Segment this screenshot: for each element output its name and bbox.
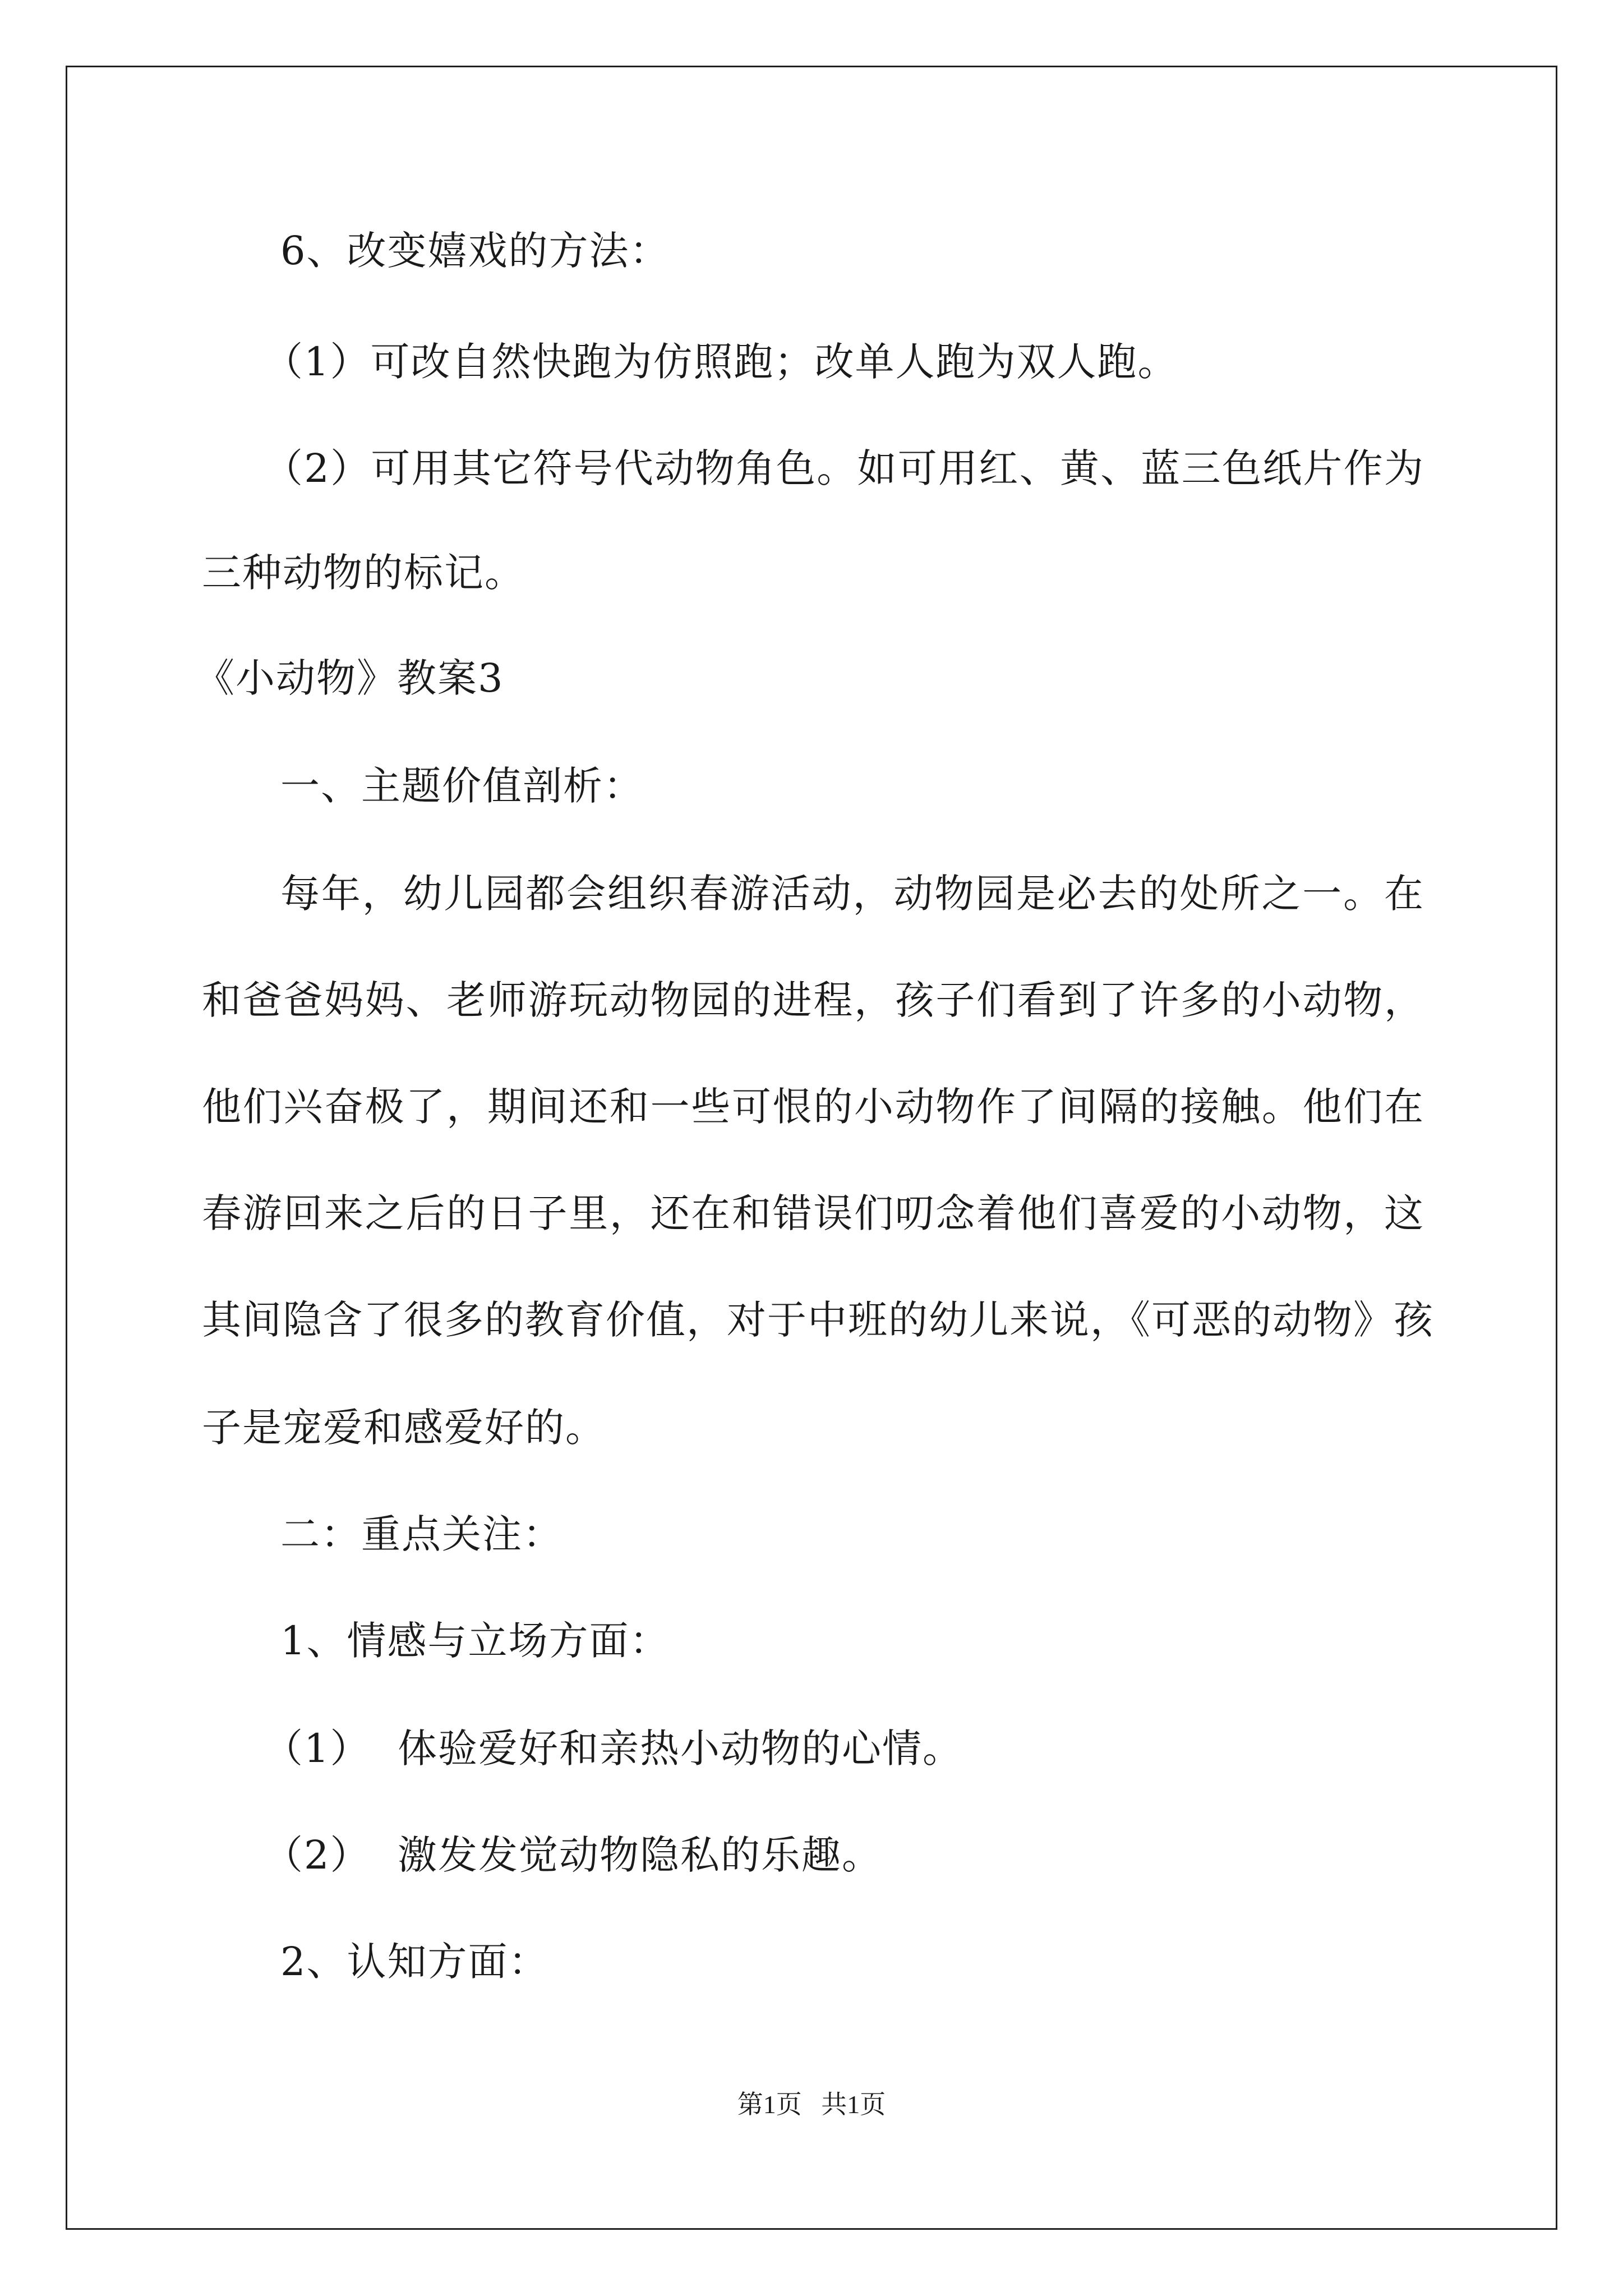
section-heading: 6、改变嬉戏的方法：: [280, 228, 670, 274]
paragraph-line: 他们兴奋极了，期间还和一些可恨的小动物作了间隔的接触。他们在: [202, 1084, 1424, 1130]
section-heading: 一、主题价值剖析：: [280, 763, 644, 809]
paragraph-line: 每年，幼儿园都会组织春游活动，动物园是必去的处所之一。在: [280, 871, 1424, 917]
section-heading: 二：重点关注：: [280, 1511, 563, 1557]
list-item: （1） 体验爱好和亲热小动物的心情。: [264, 1726, 963, 1772]
list-item: （1）可改自然快跑为仿照跑；改单人跑为双人跑。: [264, 339, 1178, 385]
subsection-heading: 1、情感与立场方面：: [280, 1618, 670, 1664]
paragraph-line: 其间隐含了很多的教育价值，对于中班的幼儿来说，《可恶的动物》孩: [202, 1297, 1434, 1343]
paragraph-line: 子是宠爱和感爱好的。: [202, 1405, 606, 1451]
page-footer: 第1页 共1页: [737, 2090, 886, 2119]
page-frame: [66, 66, 1557, 2230]
paragraph-line: 三种动物的标记。: [202, 550, 525, 596]
document-title: 《小动物》教案3: [195, 655, 504, 701]
paragraph-line: 春游回来之后的日子里，还在和错误们叨念着他们喜爱的小动物，这: [202, 1190, 1424, 1236]
paragraph-line: 和爸爸妈妈、老师游玩动物园的进程，孩子们看到了许多的小动物，: [202, 977, 1424, 1023]
subsection-heading: 2、认知方面：: [280, 1939, 549, 1985]
list-item: （2）可用其它符号代动物角色。如可用红、黄、蓝三色纸片作为: [264, 445, 1424, 491]
list-item: （2） 激发发觉动物隐私的乐趣。: [264, 1832, 883, 1878]
